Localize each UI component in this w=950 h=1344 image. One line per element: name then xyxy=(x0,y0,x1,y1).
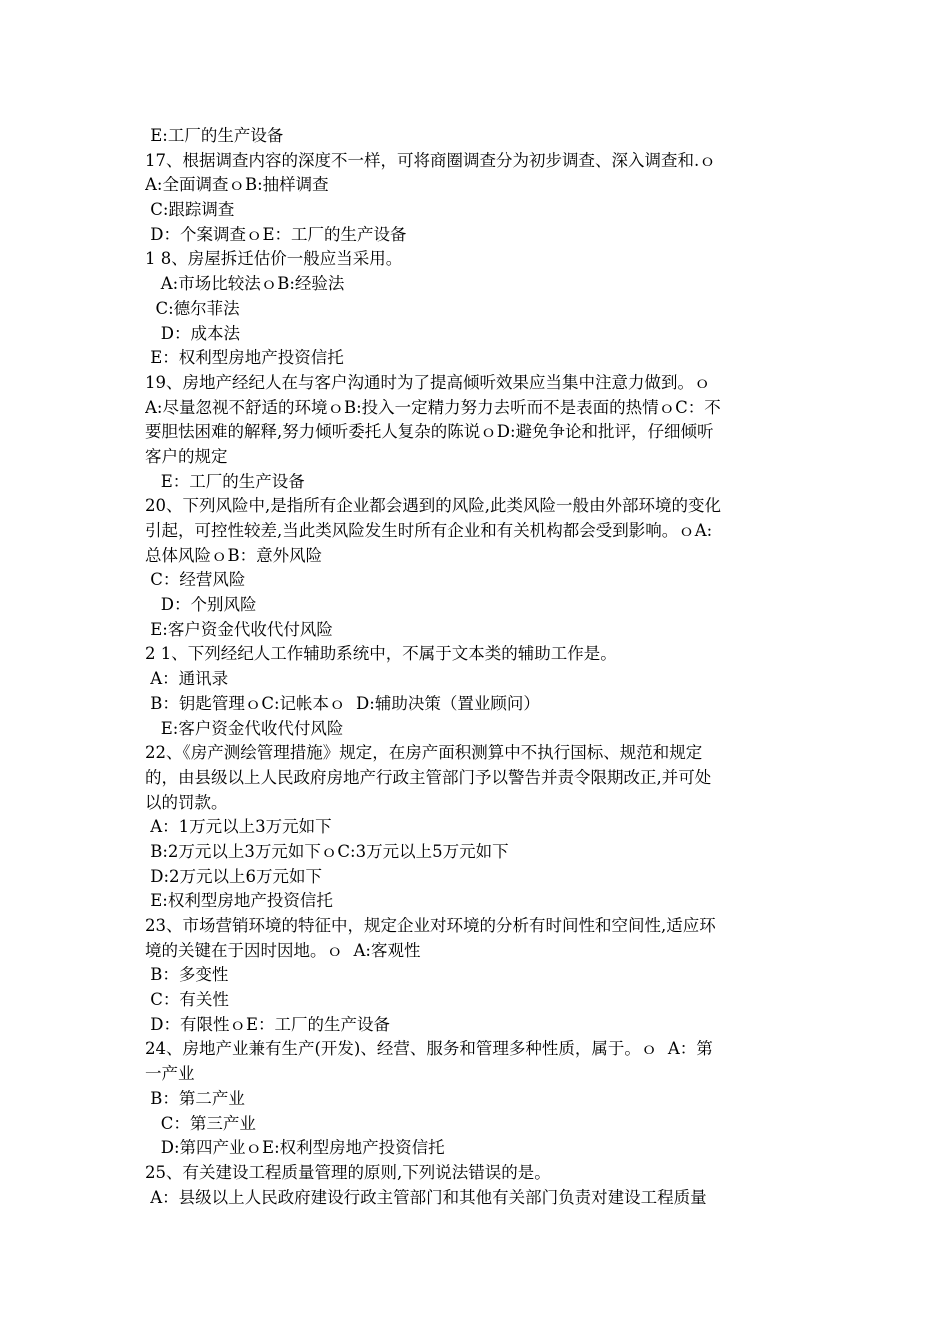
text-line: C:德尔菲法 xyxy=(145,298,240,318)
text-line: 一产业 xyxy=(145,1064,195,1084)
text-line: 2 1、下列经纪人工作辅助系统中，不属于文本类的辅助工作是。 xyxy=(145,644,617,664)
text-line: C:跟踪调查 xyxy=(145,200,235,220)
text-line: E：权利型房地产投资信托 xyxy=(145,348,344,368)
text-line: 1 8、房屋拆迁估价一般应当采用。 xyxy=(145,249,403,269)
text-line: 总体风险ｏB：意外风险 xyxy=(145,545,323,565)
text-line: C：第三产业 xyxy=(145,1113,256,1133)
text-line: 25、有关建设工程质量管理的原则,下列说法错误的是。 xyxy=(145,1162,551,1182)
text-line: A：通讯录 xyxy=(145,669,229,689)
text-line: A:全面调查ｏB:抽样调查 xyxy=(145,175,329,195)
text-line: C：有关性 xyxy=(145,990,229,1010)
text-line: A：1万元以上3万元如下 xyxy=(145,817,332,837)
text-line: 19、房地产经纪人在与客户沟通时为了提高倾听效果应当集中注意力做到。ｏ xyxy=(145,372,711,392)
text-line: B：第二产业 xyxy=(145,1088,245,1108)
text-line: E:客户资金代收代付风险 xyxy=(145,619,333,639)
text-line: D：个案调查ｏE：工厂的生产设备 xyxy=(145,224,407,244)
text-line: 要胆怯困难的解释,努力倾听委托人复杂的陈说ｏD:避免争论和批评，仔细倾听 xyxy=(145,422,714,442)
text-line: C：经营风险 xyxy=(145,570,246,590)
text-line: 的，由县级以上人民政府房地产行政主管部门予以警告并责令限期改正,并可处 xyxy=(145,767,712,787)
text-line: B：钥匙管理ｏC:记帐本ｏ D:辅助决策（置业顾问） xyxy=(145,693,540,713)
text-line: D:2万元以上6万元如下 xyxy=(145,866,323,886)
text-line: B:2万元以上3万元如下ｏC:3万元以上5万元如下 xyxy=(145,841,509,861)
text-line: B：多变性 xyxy=(145,965,229,985)
text-line: D：有限性ｏE：工厂的生产设备 xyxy=(145,1014,391,1034)
text-line: E：工厂的生产设备 xyxy=(145,471,305,491)
text-line: 20、下列风险中,是指所有企业都会遇到的风险,此类风险一般由外部环境的变化 xyxy=(145,496,721,516)
text-line: D:第四产业ｏE:权利型房地产投资信托 xyxy=(145,1138,445,1158)
text-line: E:客户资金代收代付风险 xyxy=(145,718,344,738)
text-line: A:尽量忽视不舒适的环境ｏB:投入一定精力努力去听而不是表面的热情ｏC：不 xyxy=(145,397,721,417)
document-page xyxy=(145,124,809,1210)
text-line: A:市场比较法ｏB:经验法 xyxy=(145,274,345,294)
text-line: D：成本法 xyxy=(145,323,240,343)
text-line: 23、市场营销环境的特征中，规定企业对环境的分析有时间性和空间性,适应环 xyxy=(145,916,716,935)
text-line: 17、根据调查内容的深度不一样，可将商圈调查分为初步调查、深入调查和.ｏ xyxy=(145,150,716,170)
text-line: D：个别风险 xyxy=(145,595,257,615)
text-line: 22、《房产测绘管理措施》规定，在房产面积测算中不执行国标、规范和规定 xyxy=(145,743,703,763)
text-line: 境的关键在于因时因地。ｏ A:客观性 xyxy=(145,940,421,960)
text-line: 24、房地产业兼有生产(开发)、经营、服务和管理多种性质，属于。ｏ A：第 xyxy=(145,1039,713,1059)
text-line: E:工厂的生产设备 xyxy=(145,126,284,145)
text-line: 引起，可控性较差,当此类风险发生时所有企业和有关机构都会受到影响。ｏA: xyxy=(145,521,713,540)
text-line: A：县级以上人民政府建设行政主管部门和其他有关部门负责对建设工程质量 xyxy=(145,1187,707,1207)
text-line: 以的罚款。 xyxy=(145,792,228,812)
text-line: E:权利型房地产投资信托 xyxy=(145,891,333,911)
text-line: 客户的规定 xyxy=(145,446,228,466)
